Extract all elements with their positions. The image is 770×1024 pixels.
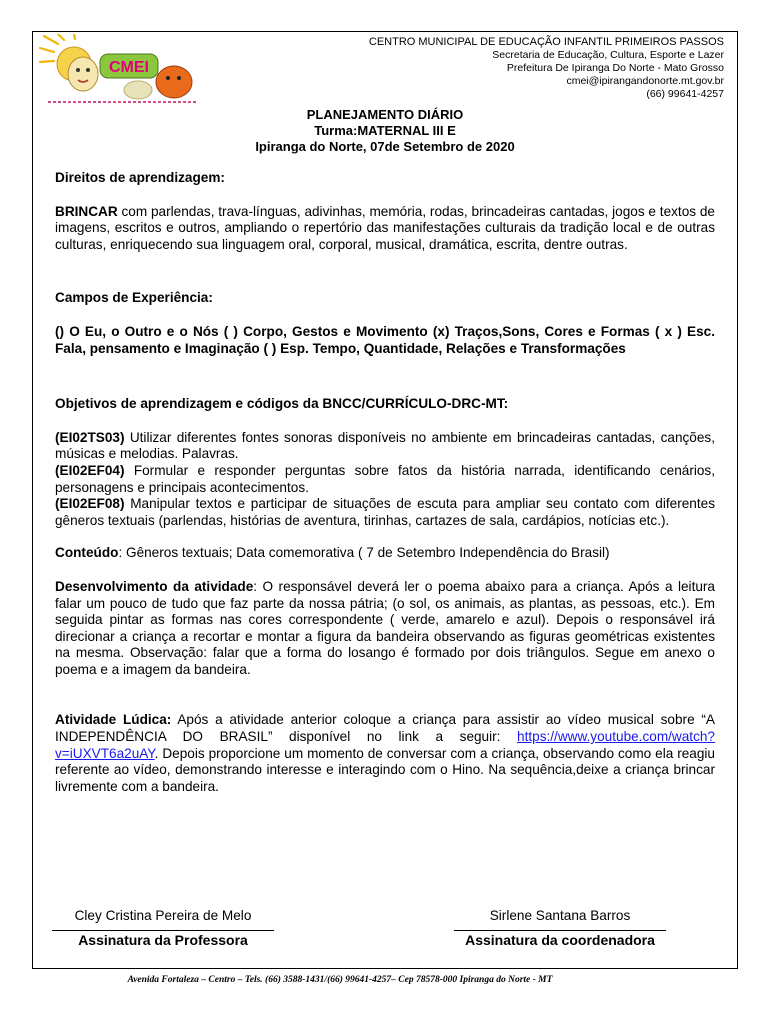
direitos-paragraph — [55, 204, 715, 254]
teacher-signature — [52, 908, 274, 949]
conteudo-text: : Gêneros textuais; Data comemorativa ( 7 de Setembro Independência do Brasil) — [118, 545, 610, 561]
coordinator-name: Sirlene Santana Barros — [489, 908, 631, 923]
institution-name: CENTRO MUNICIPAL DE EDUCAÇÃO INFANTIL PRIMEIROS PASSOS — [368, 36, 724, 48]
teacher-role: Assinatura da Professora — [78, 932, 248, 948]
coordinator-signature — [454, 908, 666, 949]
objective-code: (EI02EF08) — [55, 496, 125, 512]
video-link[interactable]: https://www.youtube.com/watch?v=iUXVT6a2uAY — [55, 729, 715, 761]
objective-item — [55, 463, 715, 496]
objective-code: (EI02EF04) — [55, 462, 125, 478]
svg-text:CMEI: CMEI — [109, 59, 149, 76]
objective-text: Utilizar diferentes fontes sonoras disponíveis no ambiente em brincadeiras cantadas, canções, músicas e melodias. Palavras. — [55, 429, 715, 462]
ludica-label: Atividade Lúdica: — [55, 712, 172, 728]
objective-item — [55, 430, 715, 463]
desenvolvimento-paragraph — [55, 579, 715, 679]
objective-code: (EI02TS03) — [55, 429, 125, 445]
desenvolvimento-text: : O responsável deverá ler o poema abaixo para a criança. Após a leitura falar um pouco de tudo que faz parte da nossa pátria; (o sol, os animais, as plantas, as pessoas, etc.). Em seguida pintar as formas nas cores correspondente ( verde, amarelo e azul). Depois o responsável irá direcionar a criança a recortar e montar a figura da bandeira observando as figuras geométricas existentes na mesma. Observação: falar que a forma do losango é formado por dois triângulos. Segue em anexo o poema e a imagem da bandeira. — [55, 578, 715, 677]
direitos-heading: Direitos de aprendizagem: — [55, 170, 225, 185]
ludica-text-after: . Depois proporcione um momento de conversar com a criança, observando como ela reagiu referente ao vídeo, demonstrando interesse e interagindo com o Hino. Na sequência,deixe a criança brincar livremente com a bandeira. — [55, 745, 715, 794]
conteudo-label: Conteúdo — [55, 545, 119, 561]
institution-header — [369, 36, 724, 101]
prefecture: Prefeitura De Ipiranga Do Norte - Mato Grosso — [506, 62, 724, 74]
conteudo-paragraph — [55, 545, 715, 562]
ludica-text: Após a atividade anterior coloque a criança para assistir ao vídeo musical sobre “A INDEPENDÊNCIA DO BRASIL” disponível no link a seguir: — [55, 712, 715, 745]
phone: (66) 99641-4257 — [646, 88, 724, 100]
title-block — [34, 107, 736, 155]
campos-heading: Campos de Experiência: — [55, 290, 213, 306]
secretariat: Secretaria de Educação, Cultura, Esporte e Lazer — [492, 49, 724, 61]
objetivos-heading: Objetivos de aprendizagem e códigos da BNCC/CURRÍCULO-DRC-MT: — [55, 396, 509, 412]
campos-text: () O Eu, o Outro e o Nós ( ) Corpo, Gestos e Movimento (x) Traços,Sons, Cores e Formas ( x ) Esc. Fala, pensamento e Imaginação ( ) Esp. Tempo, Quantidade, Relações e Transformações — [55, 323, 715, 356]
objective-text: Formular e responder perguntas sobre fatos da história narrada, identificando cenários, personagens e principais acontecimentos. — [55, 462, 715, 495]
document-body — [55, 170, 715, 795]
desenvolvimento-label: Desenvolvimento da atividade — [55, 578, 254, 594]
direitos-text: com parlendas, trava-línguas, adivinhas, memória, rodas, brincadeiras cantadas, jogos e textos de imagens, escritos e outros, ampliando o repertório das manifestações culturais da tradição local e de outras culturas, enriquecendo sua linguagem oral, corporal, musical, dramática, escrita, dentre outras. — [55, 203, 715, 252]
ludica-paragraph — [55, 712, 715, 795]
objective-item — [55, 496, 715, 529]
footer-address: Avenida Fortaleza – Centro – Tels. (66) 3588-1431/(66) 99641-4257– Cep 78578-000 Ipiranga do Norte - MT — [127, 975, 553, 985]
objective-text: Manipular textos e participar de situações de escuta para ampliar seu contato com diferentes gêneros textuais (parlendas, histórias de aventura, tirinhas, cartazes de sala, cardápios, notícias etc.). — [55, 496, 715, 528]
date-line: Ipiranga do Norte, 07de Setembro de 2020 — [255, 139, 515, 154]
email: cmei@ipirangandonorte.mt.gov.br — [566, 75, 724, 87]
class-name: Turma:MATERNAL III E — [314, 123, 456, 138]
coordinator-role: Assinatura da coordenadora — [465, 932, 655, 948]
page-title: PLANEJAMENTO DIÁRIO — [306, 107, 464, 122]
direitos-keyword: BRINCAR — [55, 203, 118, 219]
teacher-name: Cley Cristina Pereira de Melo — [74, 908, 252, 923]
school-logo — [38, 34, 208, 106]
